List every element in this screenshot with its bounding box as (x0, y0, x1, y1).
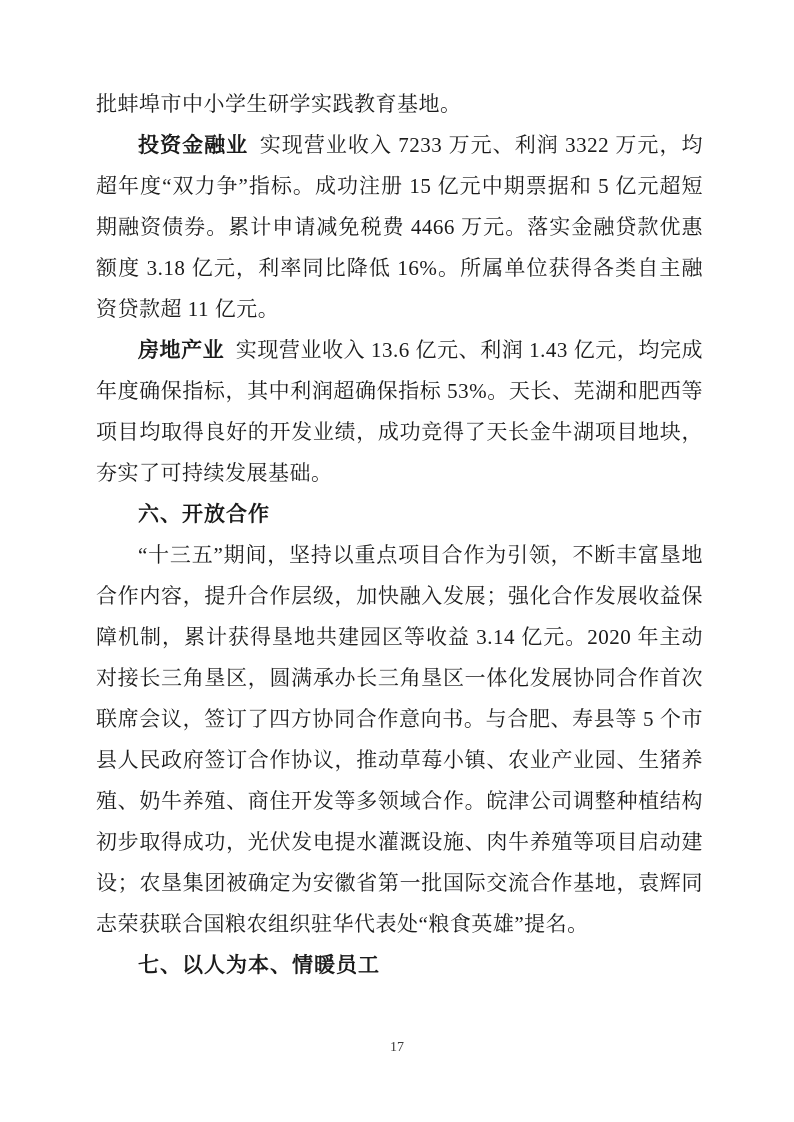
section-heading-people-oriented: 七、以人为本、情暖员工 (138, 954, 380, 977)
paragraph-lead-real-estate: 房地产业 (138, 338, 225, 362)
document-body (96, 84, 703, 986)
paragraph-text: 实现营业收入 13.6 亿元、利润 1.43 亿元，均完成年度确保指标，其中利润超确保指标 53%。天长、芜湖和肥西等项目均取得良好的开发业绩，成功竞得了天长金牛湖项目地块，夯实了可持续发展基础。 (96, 338, 704, 485)
paragraph-cooperation: “十三五”期间，坚持以重点项目合作为引领，不断丰富垦地合作内容，提升合作层级，加快融入发展；强化合作发展收益保障机制，累计获得垦地共建园区等收益 3.14 亿元。2020 年主动对接长三角垦区，圆满承办长三角垦区一体化发展协同合作首次联席会议，签订了四方协同合作意向书。与合肥、寿县等 5 个市县人民政府签订合作协议，推动草莓小镇、农业产业园、生猪养殖、奶牛养殖、商住开发等多领域合作。皖津公司调整种植结构初步取得成功，光伏发电提水灌溉设施、肉牛养殖等项目启动建设；农垦集团被确定为安徽省第一批国际交流合作基地，袁辉同志荣获联合国粮农组织驻华代表处“粮食英雄”提名。 (96, 543, 703, 936)
paragraph-continuation: 批蚌埠市中小学生研学实践教育基地。 (96, 92, 462, 116)
paragraph-text: 实现营业收入 7233 万元、利润 3322 万元，均超年度“双力争”指标。成功注册 15 亿元中期票据和 5 亿元超短期融资债券。累计申请减免税费 4466 万元。落实金融贷款优惠额度 3.18 亿元，利率同比降低 16%。所属单位获得各类自主融资贷款超 11 亿元。 (96, 133, 704, 321)
page-number: 17 (390, 1040, 404, 1055)
paragraph-investment-finance (96, 125, 703, 330)
paragraph-lead-investment-finance: 投资金融业 (138, 133, 249, 157)
paragraph-real-estate (96, 330, 703, 494)
section-heading-open-cooperation: 六、开放合作 (138, 503, 270, 526)
